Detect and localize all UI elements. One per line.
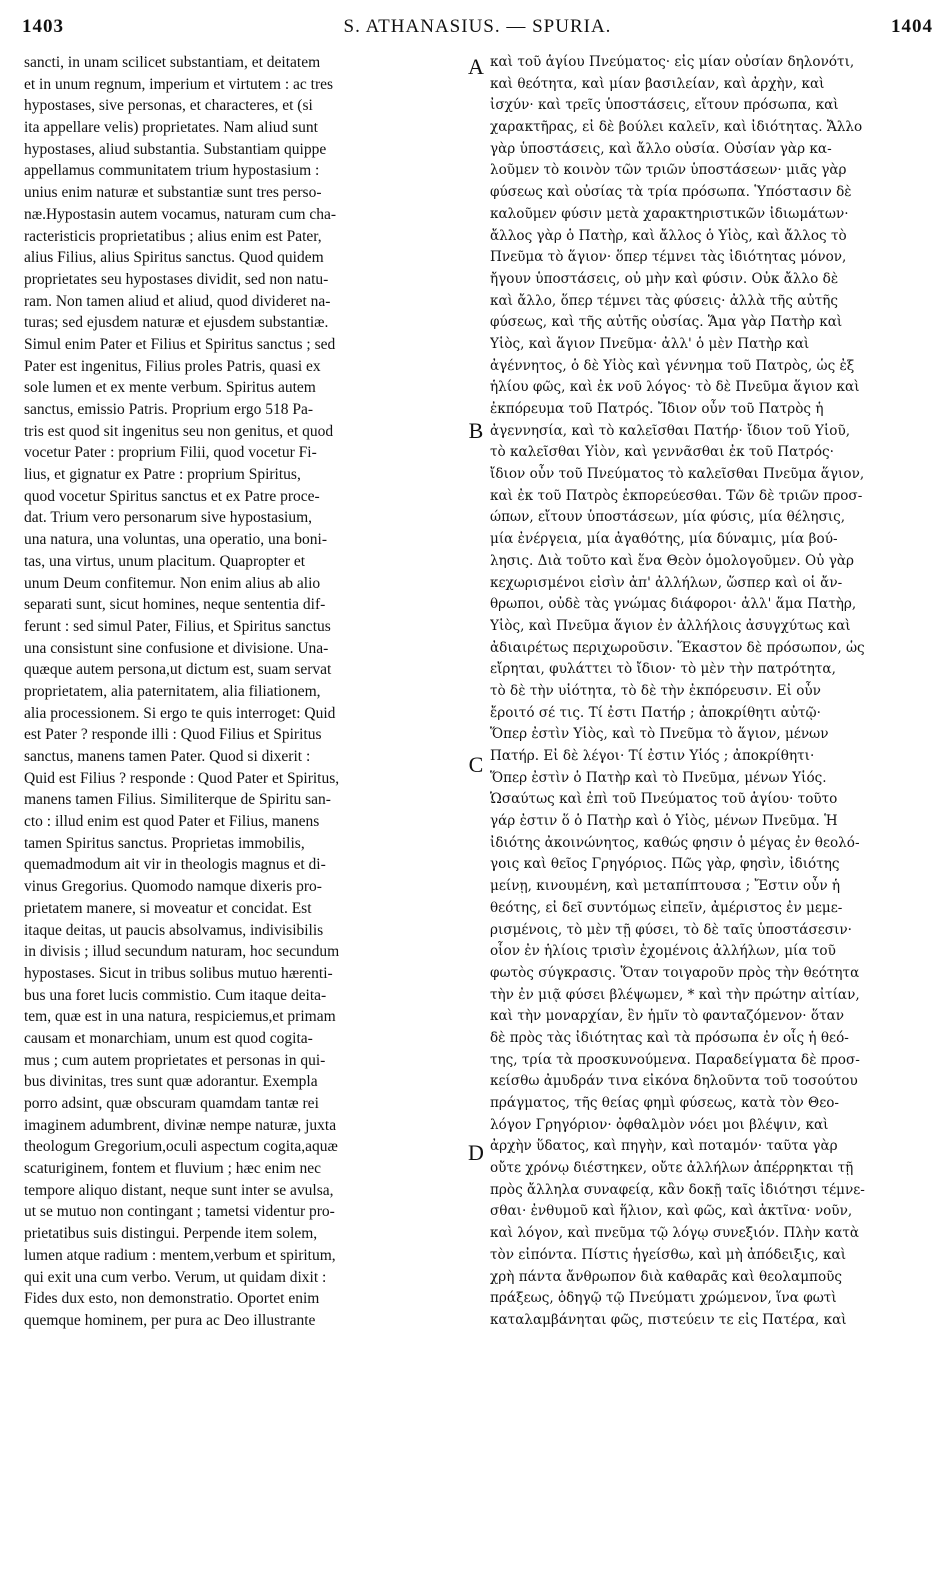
latin-text-line: separati sunt, sicut homines, neque sententia dif- <box>24 596 326 614</box>
greek-text-line: κεχωρισμένοι εἰσὶν ἀπ' ἀλλήλων, ὥσπερ καὶ οἱ ἄν- <box>490 574 843 591</box>
section-marker-a: A <box>468 54 484 79</box>
greek-text-line: Πνεῦμα τὸ ἅγιον· ὅπερ τέμνει τὰς ἰδιότητας μόνον, <box>490 249 847 266</box>
latin-text-line: lumen atque radium : mentem,verbum et spiritum, <box>24 1246 336 1264</box>
greek-text-line: οἷον ἐν ἡλίοις τρισὶν ἐχομένοις ἀλλήλων, μία τοῦ <box>490 943 836 960</box>
greek-text-line: λησις. Διὰ τοῦτο καὶ ἕνα Θεὸν ὁμολογοῦμεν. Οὐ γὰρ <box>490 552 854 569</box>
latin-text-line: mus ; cum autem proprietates et personas in qui- <box>24 1051 326 1069</box>
section-marker-d: D <box>468 1140 484 1165</box>
latin-text-line: appellamus communitatem trium hypostasium : <box>24 162 320 180</box>
greek-text-line: θεότης, εἰ δεῖ συντόμως εἰπεῖν, ἀμέριστος ἐν μεμε- <box>490 899 843 916</box>
greek-text-line: ἤγουν ὑποστάσεις, οὐ μὴν καὶ φύσιν. Οὐκ ἄλλο δὲ <box>490 270 839 287</box>
greek-text-line: Πατήρ. Εἰ δὲ λέγοι· Τί ἐστιν Υἱός ; ἀποκρίθητι· <box>490 748 815 764</box>
greek-text-line: ἡλίου φῶς, καὶ ἐκ νοῦ λόγος· τὸ δὲ Πνεῦμα ἅγιον καὶ <box>490 379 860 396</box>
latin-text-line: sancti, in unam scilicet substantiam, et deitatem <box>24 54 321 71</box>
latin-text-line: quemadmodum ait vir in theologis magnus et di- <box>24 856 326 874</box>
latin-text-line: bus divinitas, tres sunt quæ adorantur. Exempla <box>24 1073 318 1091</box>
latin-text-line: et in unum regnum, imperium et virtutem : ac tres <box>24 75 334 93</box>
greek-text-line: μείνῃ, κινουμένη, καὶ μεταπίπτουσα ; Ἔστιν οὖν ἡ <box>490 878 841 895</box>
greek-text-line: ἰδιότης ἀκοινώνητος, καθώς φησιν ὁ μέγας ἐν θεολό- <box>490 834 860 851</box>
greek-text-line: Υἱὸς, καὶ ἅγιον Πνεῦμα· ἀλλ' ὁ μὲν Πατὴρ καὶ <box>490 335 810 352</box>
running-title: S. ATHANASIUS. — SPURIA. <box>343 16 612 37</box>
latin-text-line: scaturiginem, fontem et fluvium ; hæc enim nec <box>24 1160 322 1178</box>
latin-text-line: bus una foret lucis commistio. Cum itaque deita- <box>24 986 327 1004</box>
greek-text-line: Υἱὸς, καὶ Πνεῦμα ἅγιον ἐν ἀλλήλοις ἀσυγχύτως καὶ <box>490 617 851 634</box>
greek-text-line: φύσεως καὶ οὐσίας τὰ τρία πρόσωπα. Ὑπόστασιν δὲ <box>490 184 852 201</box>
greek-text-line: γοις καὶ θεῖος Γρηγόριος. Πῶς γὰρ, φησὶν, ἰδιότης <box>490 856 840 873</box>
greek-text-line: ώπων, εἴτουν ὑποστάσεων, μία φύσις, μία θέλησις, <box>490 509 846 526</box>
page-header <box>22 16 933 40</box>
greek-text-line: Ὅπερ ἐστὶν Υἱὸς, καὶ τὸ Πνεῦμα τὸ ἅγιον, μένων <box>490 726 829 743</box>
latin-text-line: Fides dux esto, non demonstratio. Oportet enim <box>24 1290 320 1308</box>
greek-text-line: χρὴ πάντα ἄνθρωπον διὰ καθαρᾶς καὶ θεολαμποῦς <box>490 1268 843 1285</box>
greek-text-line: οὔτε χρόνῳ διέστηκεν, οὔτε ἀλλήλων ἀπέρρηκται τῇ <box>490 1160 854 1177</box>
greek-text-line: ἀγεννησία, καὶ τὸ καλεῖσθαι Πατήρ· ἴδιον τοῦ Υἱοῦ, <box>490 422 851 439</box>
greek-text-line: της, τρία τὰ προσκυνούμενα. Παραδείγματα δὲ προσ- <box>490 1051 860 1068</box>
greek-text-line: ἔροιτό σέ τις. Τί ἐστι Πατήρ ; ἀποκρίθητι αὐτῷ· <box>490 704 821 721</box>
greek-text-line: πράγματος, τῆς θείας φημὶ φύσεως, κατὰ τὸν Θεο- <box>490 1095 840 1111</box>
latin-text-line: hypostases, sive personas, et characteres, et (si <box>24 97 313 115</box>
greek-text-line: σθαι· ἐνθυμοῦ καὶ ἥλιον, καὶ φῶς, καὶ ἀκτῖνα· νοῦν, <box>490 1203 853 1220</box>
latin-text-line: quæque autem persona,ut dictum est, suam servat <box>24 661 332 679</box>
greek-text-line: ἀρχὴν ὕδατος, καὶ πηγὴν, καὶ ποταμόν· ταῦτα γὰρ <box>490 1138 838 1155</box>
latin-text-line: ferunt : sed simul Pater, Filius, et Spiritus sanctus <box>24 617 331 635</box>
greek-text-line: γὰρ ὑποστάσεις, καὶ ἄλλο οὐσία. Οὐσίαν γὰρ κα- <box>490 140 832 157</box>
greek-text-line: χαρακτῆρας, εἰ δὲ βούλει καλεῖν, καὶ ἰδιότητας. Ἄλλο <box>490 119 863 136</box>
latin-text-line: racteristicis proprietatibus ; alius enim est Pater, <box>24 227 322 245</box>
latin-text-line: prietatem manere, si moveatur et concidat. Est <box>24 899 312 917</box>
latin-text-line: ram. Non tamen aliud et aliud, quod divideret na- <box>24 292 331 310</box>
greek-text-line: φύσεως, καὶ τῆς αὐτῆς οὐσίας. Ἅμα γὰρ Πατὴρ καὶ <box>490 314 843 331</box>
latin-text-line: qui exit una cum verbo. Verum, ut quidam dixit : <box>24 1268 327 1286</box>
latin-text-line: unum Deum confitemur. Non enim alius ab alio <box>24 574 321 592</box>
latin-text-line: est Pater ? responde illi : Quod Filius et Spiritus <box>24 726 322 744</box>
greek-text-line: λοῦμεν τὸ κοινὸν τῶν τριῶν ὑποστάσεων· μιᾶς γὰρ <box>490 162 847 179</box>
latin-text-line: ut se mutuo non contingant ; tametsi videntur pro- <box>24 1203 335 1221</box>
latin-text-line: næ.Hypostasin autem vocamus, naturam cum cha- <box>24 205 337 223</box>
greek-text-line: καὶ τοῦ ἁγίου Πνεύματος· εἰς μίαν οὐσίαν δηλονότι, <box>490 54 855 70</box>
right-page-number: 1404 <box>891 16 933 37</box>
greek-text-line: γάρ ἐστιν ὅ ὁ Πατὴρ καὶ ὁ Υἱὸς, μένων Πνεῦμα. Ἡ <box>490 813 838 830</box>
latin-text-line: tamen Spiritus sanctus. Proprietas immobilis, <box>24 834 305 852</box>
latin-text-line: quemque hominem, per pura ac Deo illustrante <box>24 1311 316 1329</box>
latin-text-line: imaginem adumbrent, divinæ nempe naturæ, juxta <box>24 1116 337 1134</box>
greek-text-line: πράξεως, ὁδηγῷ τῷ Πνεύματι χρώμενον, ἵνα φωτὶ <box>490 1290 837 1307</box>
greek-text-line: καλοῦμεν φύσιν μετὰ χαρακτηριστικῶν ἰδιωμάτων· <box>490 205 849 222</box>
latin-text-line: causam et monarchiam, unum est quod cogita- <box>24 1029 313 1047</box>
latin-column <box>24 52 464 1332</box>
latin-text-line: Simul enim Pater et Filius et Spiritus sanctus ; sed <box>24 335 336 353</box>
section-marker-b: B <box>468 418 484 443</box>
greek-text-line: ἀδιαιρέτως περιχωροῦσιν. Ἕκαστον δὲ πρόσωπον, ὡς <box>490 639 865 656</box>
latin-text-line: itaque deitas, ut paucis absolvamus, indivisibilis <box>24 921 324 939</box>
latin-text-line: dat. Trium vero personarum sive hypostasium, <box>24 509 313 527</box>
latin-text-line: una natura, una voluntas, una operatio, una boni- <box>24 531 328 549</box>
greek-text-line: καταλαμβάνηται φῶς, πιστεύειν τε εἰς Πατέρα, καὶ <box>490 1311 847 1328</box>
latin-text-line: ita appellare velis) proprietates. Nam aliud sunt <box>24 119 318 137</box>
section-marker-c: C <box>468 752 484 777</box>
latin-text-line: alius Filius, alius Spiritus sanctus. Quod quidem <box>24 249 324 267</box>
latin-text-line: manens tamen Filius. Similiterque de Spiritu san- <box>24 791 331 809</box>
greek-text-line: λόγον Γρηγόριον· ὀφθαλμὸν νόει μοι βλέψιν, καὶ <box>490 1116 829 1133</box>
latin-text-line: sanctus, manens tamen Pater. Quod si dixerit : <box>24 748 311 765</box>
greek-text-line: τὸ καλεῖσθαι Υἱὸν, καὶ γεννᾶσθαι ἐκ τοῦ Πατρός· <box>490 444 834 461</box>
latin-text-line: una consistunt sine confusione et divisione. Una- <box>24 639 329 657</box>
greek-text-line: ἀγέννητος, ὁ δὲ Υἱὸς καὶ γέννημα τοῦ Πατρὸς, ὡς ἐξ <box>490 357 855 374</box>
latin-text-line: quod vocetur Spiritus sanctus et ex Patre proce- <box>24 487 320 505</box>
greek-text-line: τὴν ἐν μιᾷ φύσει βλέψωμεν, * καὶ τὴν πρώτην αἰτίαν, <box>490 986 860 1003</box>
latin-text-line: hypostases, aliud substantia. Substantiam quippe <box>24 140 327 158</box>
latin-text-line: vocetur Pater : proprium Filii, quod vocetur Fi- <box>24 444 317 462</box>
greek-text-line: μία ἐνέργεια, μία ἀγαθότης, μία δύναμις, μία βού- <box>490 531 838 548</box>
latin-text-line: proprietates seu hypostases dividit, sed non natu- <box>24 270 329 288</box>
latin-text-line: lius, et gignatur ex Patre : proprium Spiritus, <box>24 466 301 484</box>
greek-text-line: ἴδιον οὖν τοῦ Πνεύματος τὸ καλεῖσθαι Πνεῦμα ἅγιον, <box>490 466 865 483</box>
latin-text-line: sole lumen et ex mente verbum. Spiritus autem <box>24 379 316 397</box>
greek-text-line: τὸ δὲ τὴν υἱότητα, τὸ δὲ τὴν ἐκπόρευσιν. Εἰ οὖν <box>490 682 821 699</box>
latin-text-line: unius enim naturæ et substantiæ sunt tres perso- <box>24 184 322 202</box>
greek-text-line: ρισμένοις, τὸ μὲν τῇ φύσει, τὸ δὲ ταῖς ὑποστάσεσιν· <box>490 921 852 938</box>
greek-text-line: ἰσχύν· καὶ τρεῖς ὑποστάσεις, εἴτουν πρόσωπα, καὶ <box>490 97 839 114</box>
latin-text-line: cto : illud enim est quod Pater et Filius, manens <box>24 813 320 831</box>
latin-text-line: prietatibus suis distingui. Perpende item solem, <box>24 1225 318 1243</box>
greek-text-line: κείσθω ἀμυδράν τινα εἰκόνα δηλοῦντα τοῦ τοσούτου <box>490 1073 858 1090</box>
latin-text-line: hypostases. Sicut in tribus solibus mutuo hærenti- <box>24 964 333 982</box>
greek-text-line: ἐκπόρευμα τοῦ Πατρός. Ἴδιον οὖν τοῦ Πατρὸς ἡ <box>490 401 824 417</box>
latin-text-line: tem, quæ est in una natura, respiciemus,et primam <box>24 1008 336 1026</box>
greek-text-line: δὲ πρὸς τὰς ἰδιότητας καὶ τὰ πρόσωπα ἐν οἷς ἡ θεό- <box>490 1029 849 1046</box>
latin-text-line: tempore aliquo distant, neque sunt inter se avulsa, <box>24 1181 334 1199</box>
latin-text-line: theologum Gregorium,oculi aspectum cogita,aquæ <box>24 1138 338 1156</box>
latin-text-line: alia processionem. Si ergo te quis interroget: Quid <box>24 704 336 722</box>
greek-text-line: θρωποι, οὐδὲ τὰς γνώμας διάφοροι· ἀλλ' ἅμα Πατὴρ, <box>490 596 857 613</box>
latin-text-line: proprietatem, alia paternitatem, alia filiationem, <box>24 682 321 700</box>
greek-text-line: φωτὸς σύγκρασις. Ὅταν τοιγαροῦν πρὸς τὴν θεότητα <box>490 964 860 981</box>
latin-text-line: tas, una virtus, unum placitum. Quapropter et <box>24 552 306 570</box>
greek-text-line: τὸν εἰπόντα. Πίστις ἡγείσθω, καὶ μὴ ἀπόδειξις, καὶ <box>490 1246 847 1263</box>
greek-text-line: Ὅπερ ἐστὶν ὁ Πατὴρ καὶ τὸ Πνεῦμα, μένων Υἱός. <box>490 769 827 786</box>
latin-text-line: tris est quod sit ingenitus seu non genitus, et quod <box>24 422 334 440</box>
greek-text-line: καὶ ἐκ τοῦ Πατρὸς ἐκπορεύεσθαι. Τῶν δὲ τριῶν προσ- <box>490 487 863 504</box>
left-page-number: 1403 <box>22 16 64 37</box>
greek-text-line: Ὡσαύτως καὶ ἐπὶ τοῦ Πνεύματος τοῦ ἁγίου· τοῦτο <box>490 791 838 808</box>
greek-column <box>490 52 934 1332</box>
latin-text-line: Pater est ingenitus, Filius proles Patris, quasi ex <box>24 357 321 375</box>
latin-text-line: turas; sed ejusdem naturæ et ejusdem substantiæ. <box>24 314 329 332</box>
greek-text-line: ἄλλος γὰρ ὁ Πατὴρ, καὶ ἄλλος ὁ Υἱὸς, καὶ ἄλλος τὸ <box>490 227 847 244</box>
latin-text-line: porro adsint, quæ obscuram quamdam tantæ rei <box>24 1095 319 1112</box>
latin-text-line: Quid est Filius ? responde : Quod Pater et Spiritus, <box>24 769 340 787</box>
greek-text-line: καὶ λόγον, καὶ πνεῦμα τῷ λόγῳ συνεξιόν. Πλὴν κατὰ <box>490 1225 860 1242</box>
latin-text-line: in divisis ; illud secundum naturam, hoc secundum <box>24 943 340 961</box>
greek-text-line: καὶ τὴν μοναρχίαν, ἓν ἡμῖν τὸ φανταζόμενον· ὅταν <box>490 1008 845 1025</box>
greek-text-line: καὶ ἄλλο, ὅπερ τέμνει τὰς φύσεις· ἀλλὰ τῆς αὐτῆς <box>490 292 838 309</box>
greek-text-line: καὶ θεότητα, καὶ μίαν βασιλείαν, καὶ ἀρχὴν, καὶ <box>490 75 825 92</box>
latin-text-line: sanctus, emissio Patris. Proprium ergo 518 Pa- <box>24 401 314 418</box>
latin-text-line: vinus Gregorius. Quomodo namque dixeris pro- <box>24 878 322 896</box>
greek-text-line: εἴρηται, φυλάττει τὸ ἴδιον· τὸ μὲν τὴν πατρότητα, <box>490 661 836 678</box>
greek-text-line: πρὸς ἄλληλα συναφείᾳ, κἂν δοκῇ ταῖς ἰδιότησι τέμνε- <box>490 1181 865 1198</box>
